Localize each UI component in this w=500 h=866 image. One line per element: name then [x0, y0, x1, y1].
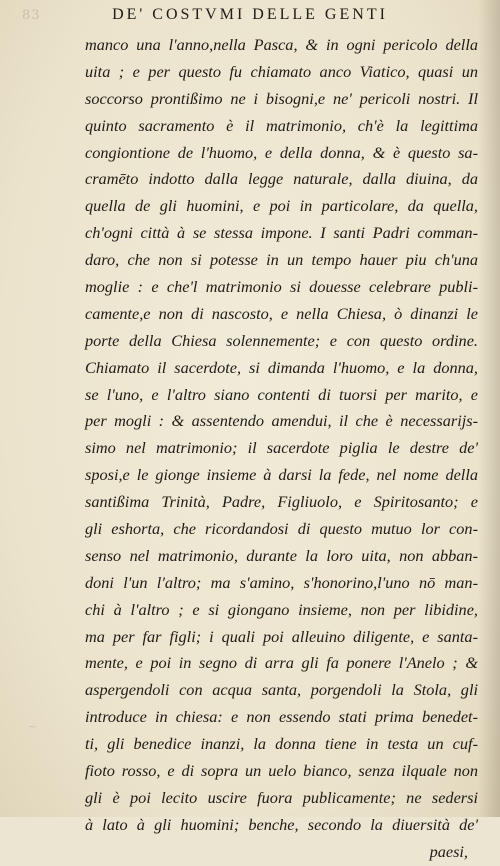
text-line: fioto rosso, e di sopra un uelo bianco, senza ilquale non — [85, 761, 478, 781]
text-line: doni l'un l'altro; ma s'amino, s'honorino,l'uno nō man- — [85, 572, 478, 592]
text-line: senso nel matrimonio, durante la loro uita, non abban- — [85, 545, 478, 565]
text-line: sposi,e le gionge insieme à darsi la fede, nel nome della — [85, 465, 478, 485]
text-line: simo nel matrimonio; il sacerdote piglia le destre de' — [85, 438, 478, 458]
margin-mark: ~ — [28, 720, 38, 733]
text-line: cramēto indotto dalla legge naturale, dalla diuina, da — [85, 169, 478, 189]
text-line: quinto sacramento è il matrimonio, ch'è la legittima — [85, 115, 478, 135]
text-line: uita ; e per questo fu chiamato anco Viatico, quasi un — [85, 61, 478, 81]
text-line: congiontione de l'huomo, e della donna, & è questo sa- — [85, 142, 478, 162]
text-line: quella de gli huomini, e poi in particolare, da quella, — [85, 196, 478, 216]
text-line: moglie : e che'l matrimonio si douesse celebrare publi- — [85, 277, 478, 297]
text-line: manco una l'anno,nella Pasca, & in ogni pericolo della — [85, 35, 478, 54]
text-line: introduce in chiesa: e non essendo stati prima benedet- — [85, 707, 478, 727]
catchword: paesi, — [429, 841, 468, 861]
text-line: gli eshorta, che ricordandosi di questo mutuo lor con- — [85, 519, 478, 539]
text-line: camente,e non di nascosto, e nella Chiesa, ò dinanzi le — [85, 303, 478, 323]
text-line: santißima Trinità, Padre, Figliuolo, e Spiritosanto; e — [85, 492, 478, 512]
text-line: Chiamato il sacerdote, si dimanda l'huomo, e la donna, — [85, 357, 478, 377]
text-line: porte della Chiesa solennemente; e con questo ordine. — [85, 330, 478, 350]
text-line: mente, e poi in segno di arra gli fa ponere l'Anelo ; & — [85, 653, 478, 673]
text-block — [85, 32, 478, 866]
text-line: ch'ogni città à se stessa impone. I santi Padri comman- — [85, 223, 478, 243]
text-line: ti, gli benedice inanzi, la donna tiene in testa un cuf- — [85, 734, 478, 754]
text-line: se l'uno, e l'altro siano contenti di tuorsi per marito, e — [85, 384, 478, 404]
text-line: per mogli : & assentendo amendui, il che è necessarijs- — [85, 411, 478, 431]
text-line: à lato à gli huomini; benche, secondo la diuersità de' — [85, 814, 478, 834]
text-line: aspergendoli con acqua santa, porgendoli la Stola, gli — [85, 680, 478, 700]
text-line: daro, che non si potesse in un tempo hauer piu ch'una — [85, 250, 478, 270]
gutter-shadow — [478, 0, 500, 817]
text-line: ma per far figli; i quali poi alleuino diligente, e santa- — [85, 626, 478, 646]
text-line: soccorso prontißimo ne i bisogni,e ne' pericoli nostri. Il — [85, 88, 478, 108]
text-line: chi à l'altro ; e si giongano insieme, non per libidine, — [85, 599, 478, 619]
folio-number: 83 — [22, 8, 41, 23]
running-head: DE' COSTVMI DELLE GENTI — [112, 6, 388, 23]
text-line: gli è poi lecito uscire fuora publicamente; ne sedersi — [85, 787, 478, 807]
